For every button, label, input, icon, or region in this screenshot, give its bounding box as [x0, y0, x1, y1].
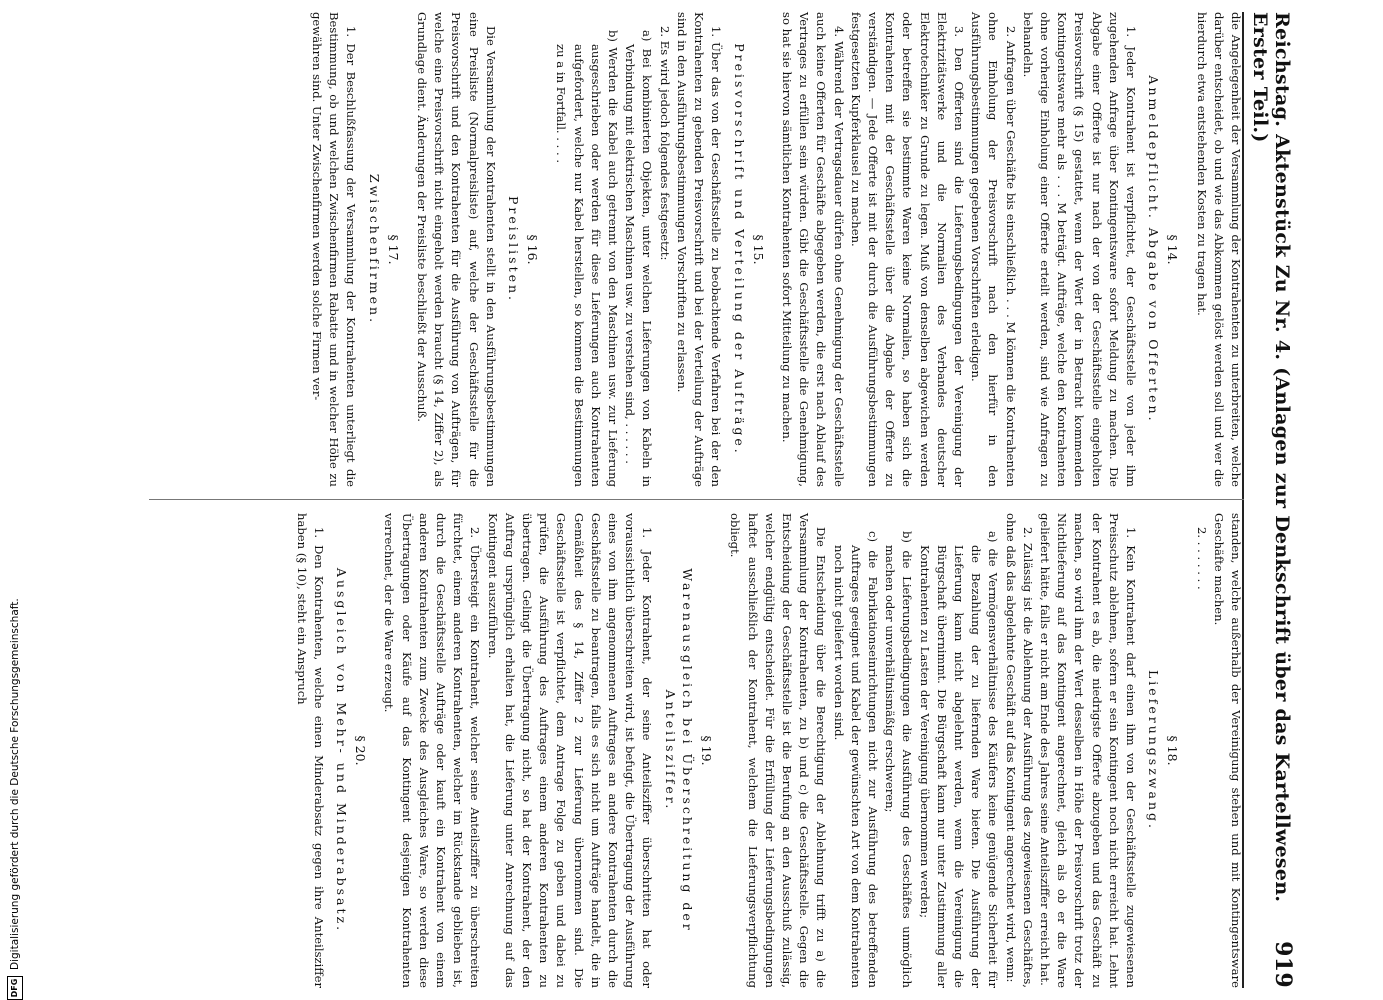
section-number: § 19. — [699, 735, 715, 766]
right-column — [292, 513, 1244, 988]
paragraph: 1. Über das von der Geschäftsstelle zu beobachtende Verfahren bei der den Kontrahenten zu gebenden Preisvorschrift und bei der Verteilung der Aufträge sind in den Ausführungsbestimmungen Vorschriften zu erlassen. — [674, 12, 724, 487]
section-number: § 20. — [353, 735, 369, 766]
section-title: Anmeldepflicht. Abgabe von Offerten. — [1146, 75, 1162, 424]
paragraph: 2. Anfragen über Geschäfte bis einschließlich . . . M können die Kontrahenten ohne Einholung der Preisvorschrift nach den hierfür in den Ausführungsbestimmungen gegebenen Vorschriften erledigen. — [969, 12, 1018, 487]
section-number: § 15. — [750, 234, 766, 265]
paragraph: 2. Übersteigt ein Kontrahent, welcher seine Anteilsziffer zu überschreiten fürchtet, einem anderen Kontrahenten, welcher im Rückstande geblieben ist, durch die Geschäftsstelle Aufträge oder kauft ein Kontrahent von einem anderen Kontrahenten zum Zwecke des Ausgleiches Ware, so werden diese Übertragungen oder Käufe auf das Kontingent desjenigen Kontrahenten verrechnet, der die Ware erzeugt. — [382, 513, 483, 988]
paragraph: 2. Zulässig ist die Ablehnung der Ausführung des zugewiesenen Geschäftes, ohne daß das abgelehnte Geschäft auf das Kontingent angerechnet wird, wenn: — [1003, 513, 1035, 988]
section-title: Preislisten. — [506, 195, 522, 304]
paragraph: 1. Der Beschlußfassung der Versammlung der Kontrahenten unterliegt die Bestimmung, ob und welchen Zwischenfirmen Rabatte und in welcher Höhe zu gewähren sind. Unter Zwischenfirmen werden solche Firmen ver- — [310, 12, 359, 487]
list-item: b) Werden die Kabel auch getrennt von den Maschinen usw. zur Lieferung ausgeschrieben oder werden für diese Lieferungen auch Kontrahenten aufgefordert, welche nur Kabel herstellen, so kommen die Bestimmungen zu a in Fortfall. . . . . — [554, 30, 621, 487]
section-number: § 17. — [385, 234, 401, 265]
digitization-footer — [4, 0, 26, 1000]
page-header — [1242, 12, 1296, 988]
paragraph: 1. Jeder Kontrahent ist verpflichtet, der Geschäftsstelle von jeder ihm zugehenden Anfrage über Kontingentsware sofort Meldung zu machen. Die Abgabe einer Offerte ist nur nach der von der Geschäftsstelle eingeholten Preisvorschrift (§ 15) gestattet, wenn der Wert der in Betracht kommenden Kontingentsware mehr als . . . M beträgt. Aufträge, welche den Kontrahenten ohne vorherige Einholung einer Offerte erteilt werden, sind wie Anfragen zu behandeln. — [1020, 12, 1138, 487]
paragraph: 4. Während der Vertragsdauer dürfen ohne Genehmigung der Geschäftsstelle auch keine Offerten für Geschäfte abgegeben werden, die erst nach Ablauf des Vertrages zu erfüllen sein würden. Gibt die Geschäftsstelle die Genehmigung, so hat sie hiervon sämtlichen Kontrahenten sofort Mitteilung zu machen. — [779, 12, 846, 487]
paragraph: 3. Den Offerten sind die Lieferungsbedingungen der Vereinigung der Elektrizitätswerke und die Normalien des Verbandes deutscher Elektrotechniker zu Grunde zu legen. Muß von denselben abgewichen werden oder betreffen sie bestimmte Waren keine Normalien, so haben sich die Kontrahenten mit der Geschäftsstelle über die Abgabe der Offerte zu verständigen. — Jede Offerte ist mit der durch die Ausführungsbestimmungen festgesetzten Kupferklausel zu machen. — [848, 12, 966, 487]
left-column — [292, 12, 1244, 487]
dfg-logo: DFG — [7, 976, 23, 1000]
section-number: § 16. — [525, 234, 541, 265]
list-item: b) die Lieferungsbedingungen die Ausführung des Geschäftes unmöglich machen oder unverhältnismäßig erschweren; — [883, 531, 915, 988]
digitization-credit: Digitalisierung gefördert durch die Deutsche Forschungsgemeinschaft. — [9, 598, 21, 970]
document-page — [80, 0, 1310, 1000]
list-item: c) die Fabrikationseinrichtungen nicht zur Ausführung des betreffenden Auftrages geeignet und Kabel der gewünschten Art von dem Kontrahenten noch nicht geliefert worden sind. — [831, 531, 880, 988]
paragraph: 1. Jeder Kontrahent, der seine Anteilsziffer überschritten hat oder voraussichtlich überschreiten wird, ist befugt, die Übertragung der Ausführung eines von ihm angenommenen Auftrages an andere Kontrahenten durch die Geschäftsstelle zu beantragen, falls es sich nicht um Aufträge handelt, die in Gemäßheit des § 14, Ziffer 2 zur Lieferung übernommen sind. Die Geschäftsstelle ist verpflichtet, dem Antrage Folge zu geben und dabei zu prüfen, die Ausführung des Auftrages einem anderen Kontrahenten zu übertragen. Gelingt die Übertragung nicht, so hat der Kontrahent, der den Auftrag ursprünglich erhalten hat, die Lieferung unter Anrechnung auf das Kontingent auszuführen. — [485, 513, 655, 988]
paragraph: 2. Es wird jedoch folgendes festgesetzt: — [657, 26, 672, 261]
list-item: a) die Vermögensverhältnisse des Käufers keine genügende Sicherheit für die Bezahlung der zu liefernden Ware bieten. Die Ausführung der Lieferung kann nicht abgelehnt werden, wenn die Vereinigung die Bürgschaft übernimmt. Die Bürgschaft kann nur unter Zustimmung aller Kontrahenten zu Lasten der Vereinigung übernommen werden; — [917, 531, 1001, 988]
section-title: Lieferungszwang. — [1146, 670, 1162, 831]
item-list — [552, 30, 655, 487]
paragraph: die Angelegenheit der Versammlung der Kontrahenten zu unterbreiten, welche darüber entscheidet, ob und wie das Abkommen gelöst werden soll und wer die hierdurch etwa entstehenden Kosten zu tragen hat. — [1194, 12, 1243, 487]
page-header-title: Reichstag. Aktenstück Zu Nr. 4. (Anlagen zur Denkschrift über das Kartellwesen. Erster Teil.) — [1249, 12, 1293, 903]
paragraph: 2. . . . . . . . — [1194, 527, 1209, 590]
section-title: Ausgleich von Mehr- und Minderabsatz. — [334, 567, 350, 934]
section-title: Preisvorschrift und Verteilung der Aufträge. — [731, 43, 747, 456]
section-title: Zwischenfirmen. — [366, 173, 382, 326]
paragraph: 1. Den Kontrahenten, welche einen Minderabsatz gegen ihre Anteilsziffer haben (§ 10), steht ein Anspruch — [294, 513, 326, 988]
section-title: Warenausgleich bei Überschreitung der Anteilsziffer. — [662, 568, 695, 933]
page-content — [294, 12, 1296, 988]
section-number: § 18. — [1165, 735, 1181, 766]
paragraph: Die Versammlung der Kontrahenten stellt in den Ausführungsbestimmungen eine Preisliste (Normalpreisliste) auf, welche der Geschäftsstelle für die Preisvorschrift und den Kontrahenten für die Ausführung von Aufträgen, für welche eine Preisvorschrift nicht eingeholt werden braucht (§ 14, Ziffer 2), als Grundlage dient. Änderungen der Preisliste beschließt der Ausschuß. — [415, 12, 498, 487]
section-number: § 14. — [1165, 234, 1181, 265]
text-columns — [292, 12, 1244, 988]
page-number: 919 — [1270, 941, 1296, 988]
paragraph: Die Entscheidung über die Berechtigung der Ablehnung trifft zu a) die Versammlung der Kontrahenten, zu b) und c) die Geschäftsstelle. Gegen die Entscheidung der Geschäftsstelle ist die Berufung an den Ausschuß zulässig, welcher endgültig entscheidet. Für die Erfüllung der Lieferungsbedingungen haftet ausschließlich der Kontrahent, welchem die Lieferungsverpflichtung obliegt. — [728, 513, 829, 988]
list-item: a) Bei kombinierten Objekten, unter welchen Lieferungen von Kabeln in Verbindung mit elektrischen Maschinen usw. zu verstehen sind, . . . . . . — [623, 30, 655, 487]
paragraph: 1. Kein Kontrahent darf einen ihm von der Geschäftsstelle zugewiesenen Preisschutz ablehnen, sofern er sein Kontingent noch nicht erreicht hat. Lehnt der Kontrahent es ab, die niedrigste Offerte abzugeben und das Geschäft zu machen, so wird ihm der Wert desselben in Höhe der Preisvorschrift trotz der Nichtlieferung auf das Kontingent angerechnet, gleich als ob er die Ware geliefert hätte, falls er nicht am Ende des Jahres seine Anteilsziffer erreicht hat. — [1037, 513, 1138, 988]
paragraph: standen, welche außerhalb der Vereinigung stehen und mit Kontingentsware Geschäfte machen. — [1211, 513, 1243, 988]
item-list — [829, 531, 1001, 988]
